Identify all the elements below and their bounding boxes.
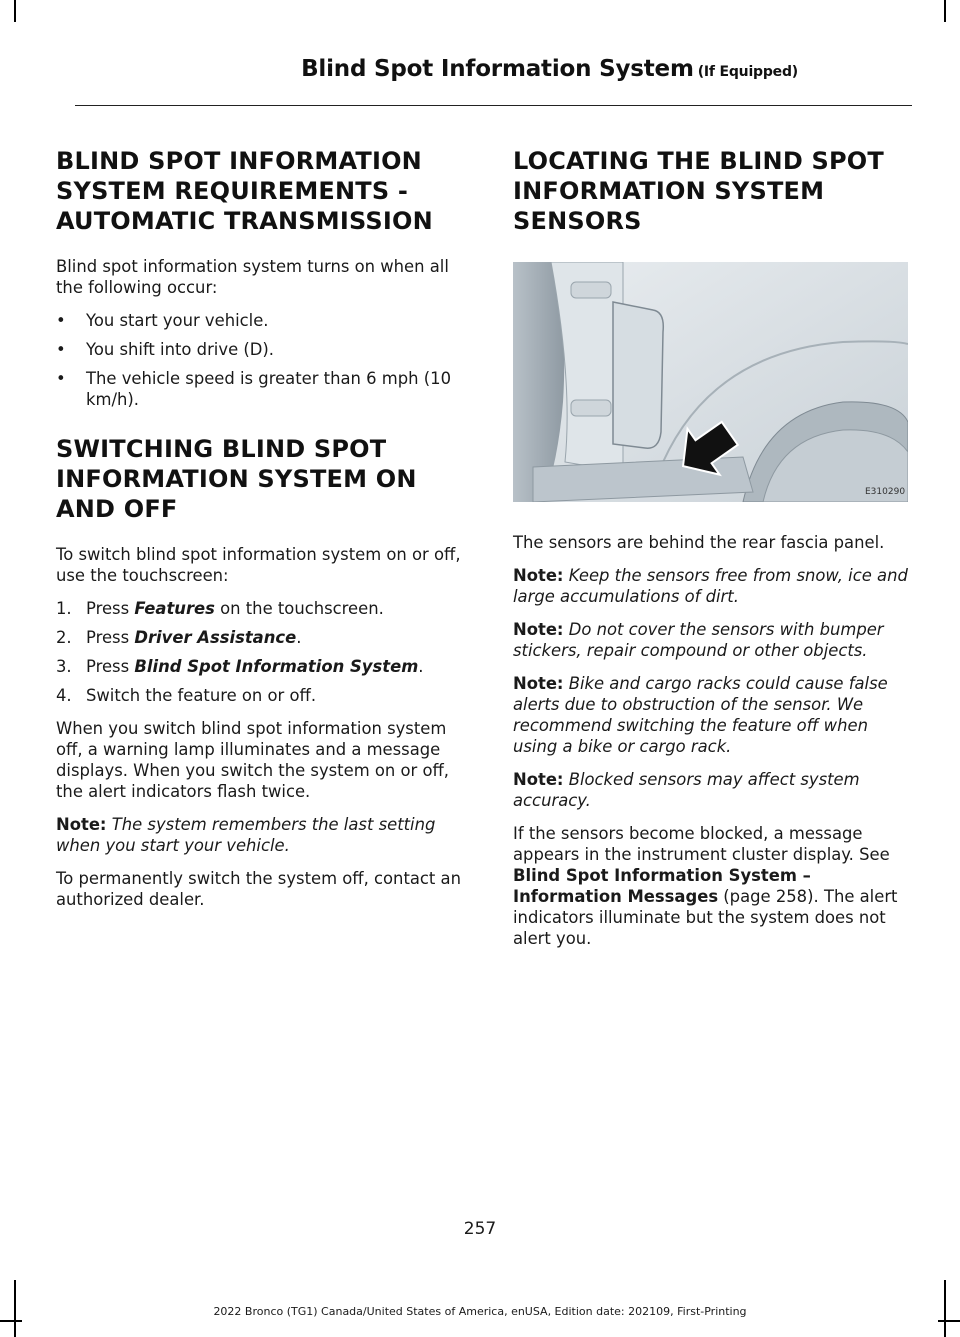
- crop-mark: [938, 1320, 960, 1322]
- header-rule: [75, 105, 912, 106]
- list-item: • The vehicle speed is greater than 6 mph (10 km/h).: [56, 369, 451, 409]
- list-item: 1. Press Features on the touchscreen.: [56, 599, 384, 618]
- hinge: [571, 282, 611, 298]
- section-heading-requirements: BLIND SPOT INFORMATION SYSTEM REQUIREMENTS - AUTOMATIC TRANSMISSION: [56, 147, 433, 235]
- section-heading-locating: LOCATING THE BLIND SPOT INFORMATION SYSTEM SENSORS: [513, 147, 884, 235]
- note-item: Note: Bike and cargo racks could cause false alerts due to obstruction of the sensor. We recommend switching the feature off when using a bike or cargo rack.: [513, 674, 888, 756]
- right-column: [513, 146, 908, 961]
- footer-edition: 2022 Bronco (TG1) Canada/United States of America, enUSA, Edition date: 202109, First-Printing: [213, 1305, 747, 1318]
- note-item: Note: Blocked sensors may affect system accuracy.: [513, 770, 860, 810]
- list-item: 4. Switch the feature on or off.: [56, 686, 317, 705]
- permanent-off-paragraph: To permanently switch the system off, contact an authorized dealer.: [56, 869, 461, 909]
- switching-intro: To switch blind spot information system on or off, use the touchscreen:: [56, 545, 461, 585]
- switching-paragraph: When you switch blind spot information system off, a warning lamp illuminates and a message displays. When you switch the system on or off, the alert indicators flash twice.: [56, 719, 450, 801]
- note-item: Note: Do not cover the sensors with bumper stickers, repair compound or other objects.: [513, 620, 884, 660]
- crop-mark: [14, 0, 16, 22]
- vehicle-rear-corner-drawing: [513, 262, 908, 502]
- figure-code: E310290: [865, 487, 906, 497]
- list-item: 3. Press Blind Spot Information System.: [56, 657, 424, 676]
- switching-note: Note: The system remembers the last setting when you start your vehicle.: [56, 815, 436, 855]
- section-heading-switching: SWITCHING BLIND SPOT INFORMATION SYSTEM ON AND OFF: [56, 435, 417, 523]
- note-item: Note: Keep the sensors free from snow, ice and large accumulations of dirt.: [513, 566, 908, 606]
- sensors-location-text: The sensors are behind the rear fascia panel.: [513, 533, 885, 552]
- crop-mark: [944, 0, 946, 22]
- requirements-list: [56, 310, 476, 410]
- page-header-title: Blind Spot Information System (If Equipped): [301, 56, 798, 82]
- hinge: [571, 400, 611, 416]
- requirements-intro: Blind spot information system turns on when all the following occur:: [56, 257, 449, 297]
- blocked-sensors-paragraph: If the sensors become blocked, a message appears in the instrument cluster display. See Blind Spot Information System – Information Messages (page 258). The alert indicators illuminate but the system does not alert you.: [513, 824, 898, 948]
- sensor-location-illustration: [513, 262, 908, 502]
- list-item: • You shift into drive (D).: [56, 340, 274, 359]
- tail-lamp: [613, 302, 663, 448]
- list-item: • You start your vehicle.: [56, 311, 269, 330]
- cross-reference-link[interactable]: Blind Spot Information System – Information Messages: [513, 866, 811, 906]
- page-number: 257: [463, 1219, 497, 1239]
- switching-steps: [56, 598, 476, 706]
- left-column: [56, 146, 476, 922]
- crop-mark: [0, 1320, 22, 1322]
- list-item: 2. Press Driver Assistance.: [56, 628, 302, 647]
- page-header-subtitle: (If Equipped): [697, 64, 798, 80]
